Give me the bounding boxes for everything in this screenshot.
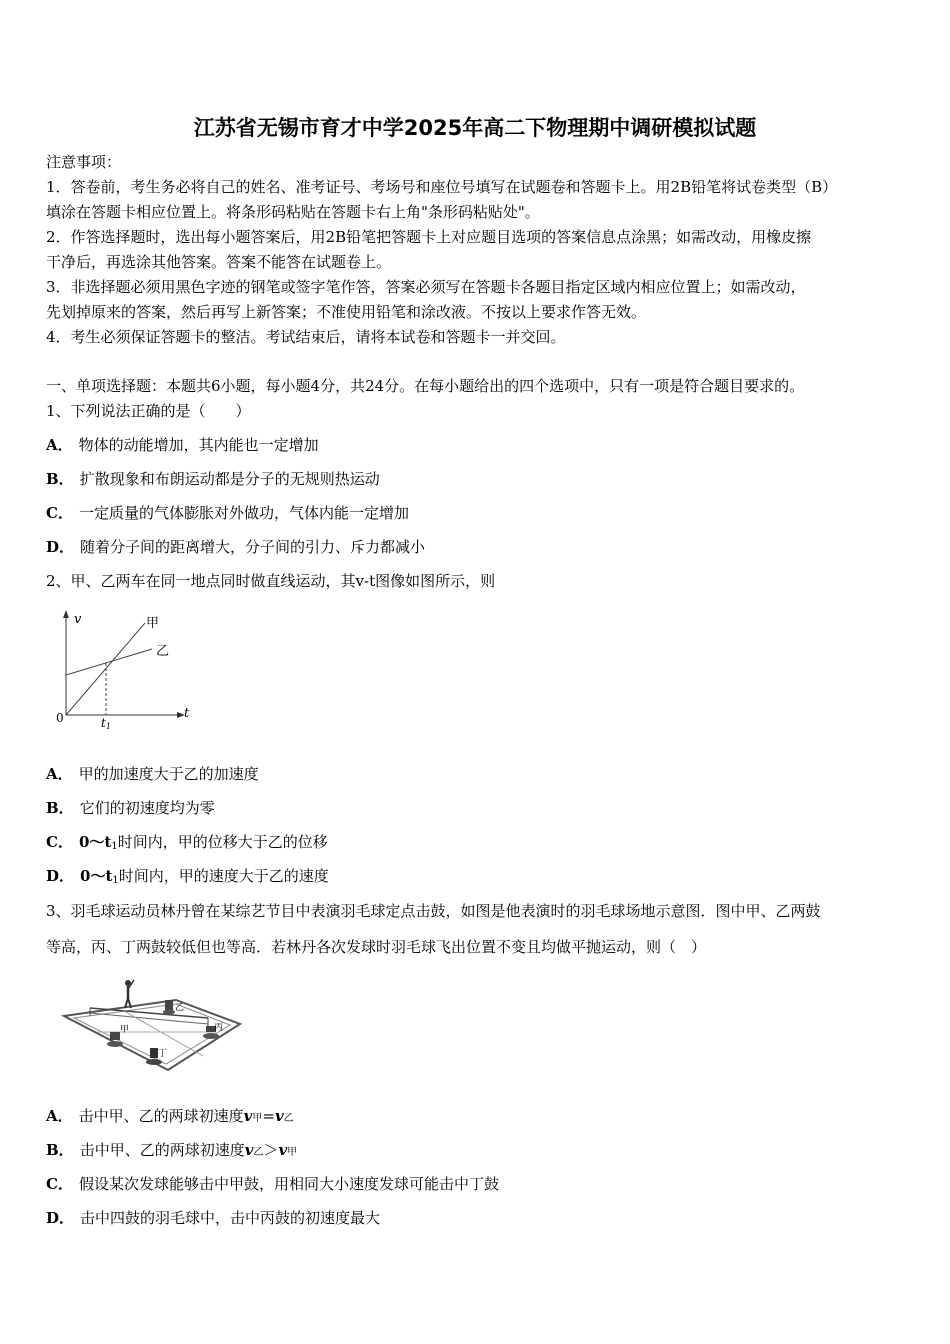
- q1-option-d: D． 随着分子间的距离增大，分子间的引力、斥力都减小: [46, 538, 426, 556]
- yi-label: 乙: [156, 644, 170, 659]
- svg-text:乙: 乙: [175, 1003, 185, 1013]
- notice-line: 2．作答选择题时，选出每小题答案后，用2B铅笔把答题卡上对应题目选项的答案信息点涂黑；如需改动，用橡皮擦: [46, 228, 812, 246]
- origin-label: 0: [56, 711, 64, 725]
- player-figure: [125, 980, 134, 1008]
- yi-line: [66, 649, 152, 675]
- q2-option-a: A． 甲的加速度大于乙的加速度: [46, 765, 259, 783]
- q2-option-d: D． $0\sim t_1$时间内，甲的速度大于乙的速度: [46, 867, 329, 886]
- notice-line: 3．非选择题必须用黑色字迹的钢笔或签字笔作答，答案必须写在答题卡各题目指定区域内相应位置上；如需改动，: [46, 278, 806, 296]
- notice-line: 1．答卷前，考生务必将自己的姓名、准考证号、考场号和座位号填写在试题卷和答题卡上。用2B铅笔将试卷类型（B）: [46, 178, 838, 196]
- q3-option-b: B． 击中甲、乙的两球初速度v乙＞v甲: [46, 1141, 298, 1159]
- q1-option-c: C． 一定质量的气体膨胀对外做功，气体内能一定增加: [46, 504, 409, 522]
- notice-heading: 注意事项：: [46, 153, 122, 171]
- vt-graph: [50, 605, 200, 730]
- t1-label: t1: [101, 716, 111, 730]
- notice-line: 4．考生必须保证答题卡的整洁。考试结束后，请将本试卷和答题卡一并交回。: [46, 328, 566, 346]
- q3-stem-line-2: 等高，丙、丁两鼓较低但也等高．若林丹各次发球时羽毛球飞出位置不变且均做平抛运动，则（ ）: [46, 938, 707, 956]
- notice-line: 先划掉原来的答案，然后再写上新答案；不准使用铅笔和涂改液。不按以上要求作答无效。: [46, 303, 647, 321]
- badminton-court-diagram: [58, 966, 248, 1078]
- notice-line: 干净后，再选涂其他答案。答案不能答在试题卷上。: [46, 253, 392, 271]
- q3-stem-line-1: 3、羽毛球运动员林丹曾在某综艺节目中表演羽毛球定点击鼓，如图是他表演时的羽毛球场地示意图．图中甲、乙两鼓: [46, 902, 821, 920]
- svg-text:甲: 甲: [120, 1025, 130, 1035]
- svg-text:丙: 丙: [214, 1023, 224, 1033]
- q3-option-d: D． 击中四鼓的羽毛球中，击中丙鼓的初速度最大: [46, 1209, 381, 1227]
- section-heading: 一、单项选择题：本题共6小题，每小题4分，共24分。在每小题给出的四个选项中，只有一项是符合题目要求的。: [46, 377, 805, 395]
- svg-text:丁: 丁: [158, 1049, 168, 1059]
- t-axis-label: t: [184, 706, 190, 721]
- v-axis-label: v: [74, 612, 82, 627]
- q1-option-a: A． 物体的动能增加，其内能也一定增加: [46, 436, 319, 454]
- page-title: 江苏省无锡市育才中学2025年高二下物理期中调研模拟试题: [193, 116, 757, 140]
- notice-line: 填涂在答题卡相应位置上。将条形码粘贴在答题卡右上角"条形码粘贴处"。: [46, 203, 540, 221]
- q2-stem: 2、甲、乙两车在同一地点同时做直线运动，其v-t图像如图所示，则: [46, 572, 496, 590]
- q2-option-c: C． $0\sim t_1$时间内，甲的位移大于乙的位移: [46, 833, 328, 852]
- q3-option-c: C． 假设某次发球能够击中甲鼓，用相同大小速度发球可能击中丁鼓: [46, 1175, 499, 1193]
- q1-option-b: B． 扩散现象和布朗运动都是分子的无规则热运动: [46, 470, 380, 488]
- q2-option-b: B． 它们的初速度均为零: [46, 799, 215, 817]
- q3-option-a: A． 击中甲、乙的两球初速度v甲=v乙: [46, 1107, 294, 1125]
- q1-stem: 1、下列说法正确的是（ ）: [46, 402, 251, 420]
- jia-label: 甲: [146, 616, 160, 631]
